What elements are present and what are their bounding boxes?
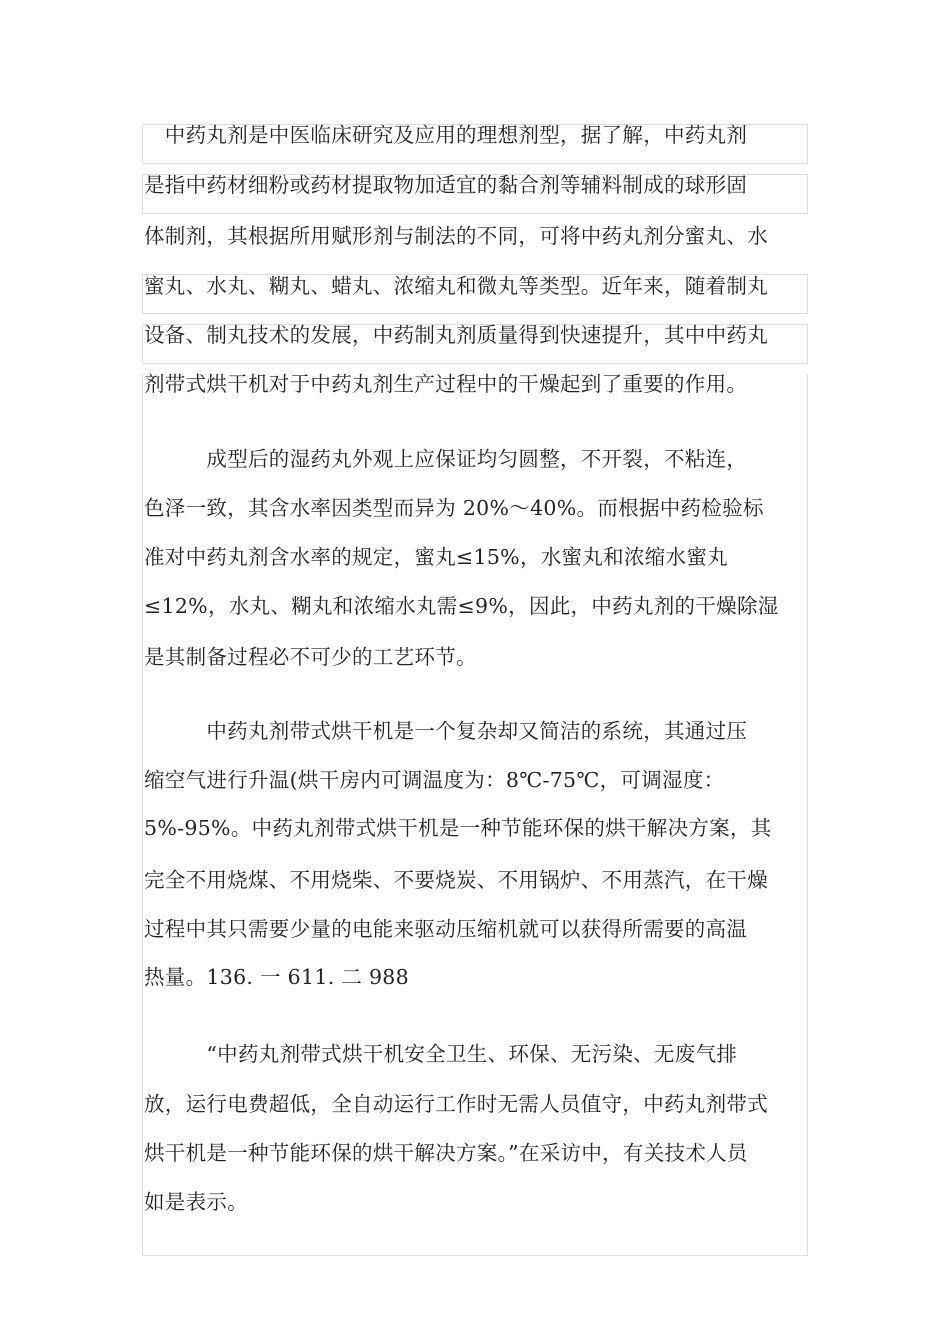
- text-line: 准对中药丸剂含水率的规定，蜜丸≤15%，水蜜丸和浓缩水蜜丸: [144, 545, 728, 569]
- text-line: 设备、制丸技术的发展，中药制丸剂质量得到快速提升，其中中药丸: [144, 323, 768, 347]
- text-line: 中药丸剂是中医临床研究及应用的理想剂型，据了解，中药丸剂: [144, 123, 748, 147]
- text-line: 完全不用烧煤、不用烧柴、不要烧炭、不用锅炉、不用蒸汽，在干燥: [144, 868, 768, 892]
- text-line: 体制剂，其根据所用赋形剂与制法的不同，可将中药丸剂分蜜丸、水: [144, 224, 768, 248]
- text-line: 色泽一致，其含水率因类型而异为 20%～40%。而根据中药检验标: [144, 496, 764, 520]
- text-line: 放，运行电费超低，全自动运行工作时无需人员值守，中药丸剂带式: [144, 1092, 768, 1116]
- text-line: 成型后的湿药丸外观上应保证均匀圆整，不开裂，不粘连，: [144, 447, 748, 471]
- text-line: ≤12%，水丸、糊丸和浓缩水丸需≤9%，因此，中药丸剂的干燥除湿: [144, 594, 779, 618]
- text-line: 是指中药材细粉或药材提取物加适宜的黏合剂等辅料制成的球形固: [144, 173, 748, 197]
- text-line: 烘干机是一种节能环保的烘干解决方案。”在采访中，有关技术人员: [144, 1141, 748, 1165]
- text-line: 中药丸剂带式烘干机是一个复杂却又简洁的系统，其通过压: [144, 719, 748, 743]
- text-line: 缩空气进行升温(烘干房内可调温度为：8℃-75℃，可调湿度：: [144, 768, 725, 792]
- text-line: 剂带式烘干机对于中药丸剂生产过程中的干燥起到了重要的作用。: [144, 372, 748, 396]
- text-line: 如是表示。: [144, 1190, 248, 1214]
- text-line: 过程中其只需要少量的电能来驱动压缩机就可以获得所需要的高温: [144, 917, 748, 941]
- text-line: “中药丸剂带式烘干机安全卫生、环保、无污染、无废气排: [144, 1042, 738, 1066]
- text-line: 蜜丸、水丸、糊丸、蜡丸、浓缩丸和微丸等类型。近年来，随着制丸: [144, 274, 768, 298]
- text-line: 热量。136. 一 611. 二 988: [144, 965, 409, 989]
- text-line: 5%-95%。中药丸剂带式烘干机是一种节能环保的烘干解决方案，其: [144, 816, 772, 840]
- text-line: 是其制备过程必不可少的工艺环节。: [144, 645, 477, 669]
